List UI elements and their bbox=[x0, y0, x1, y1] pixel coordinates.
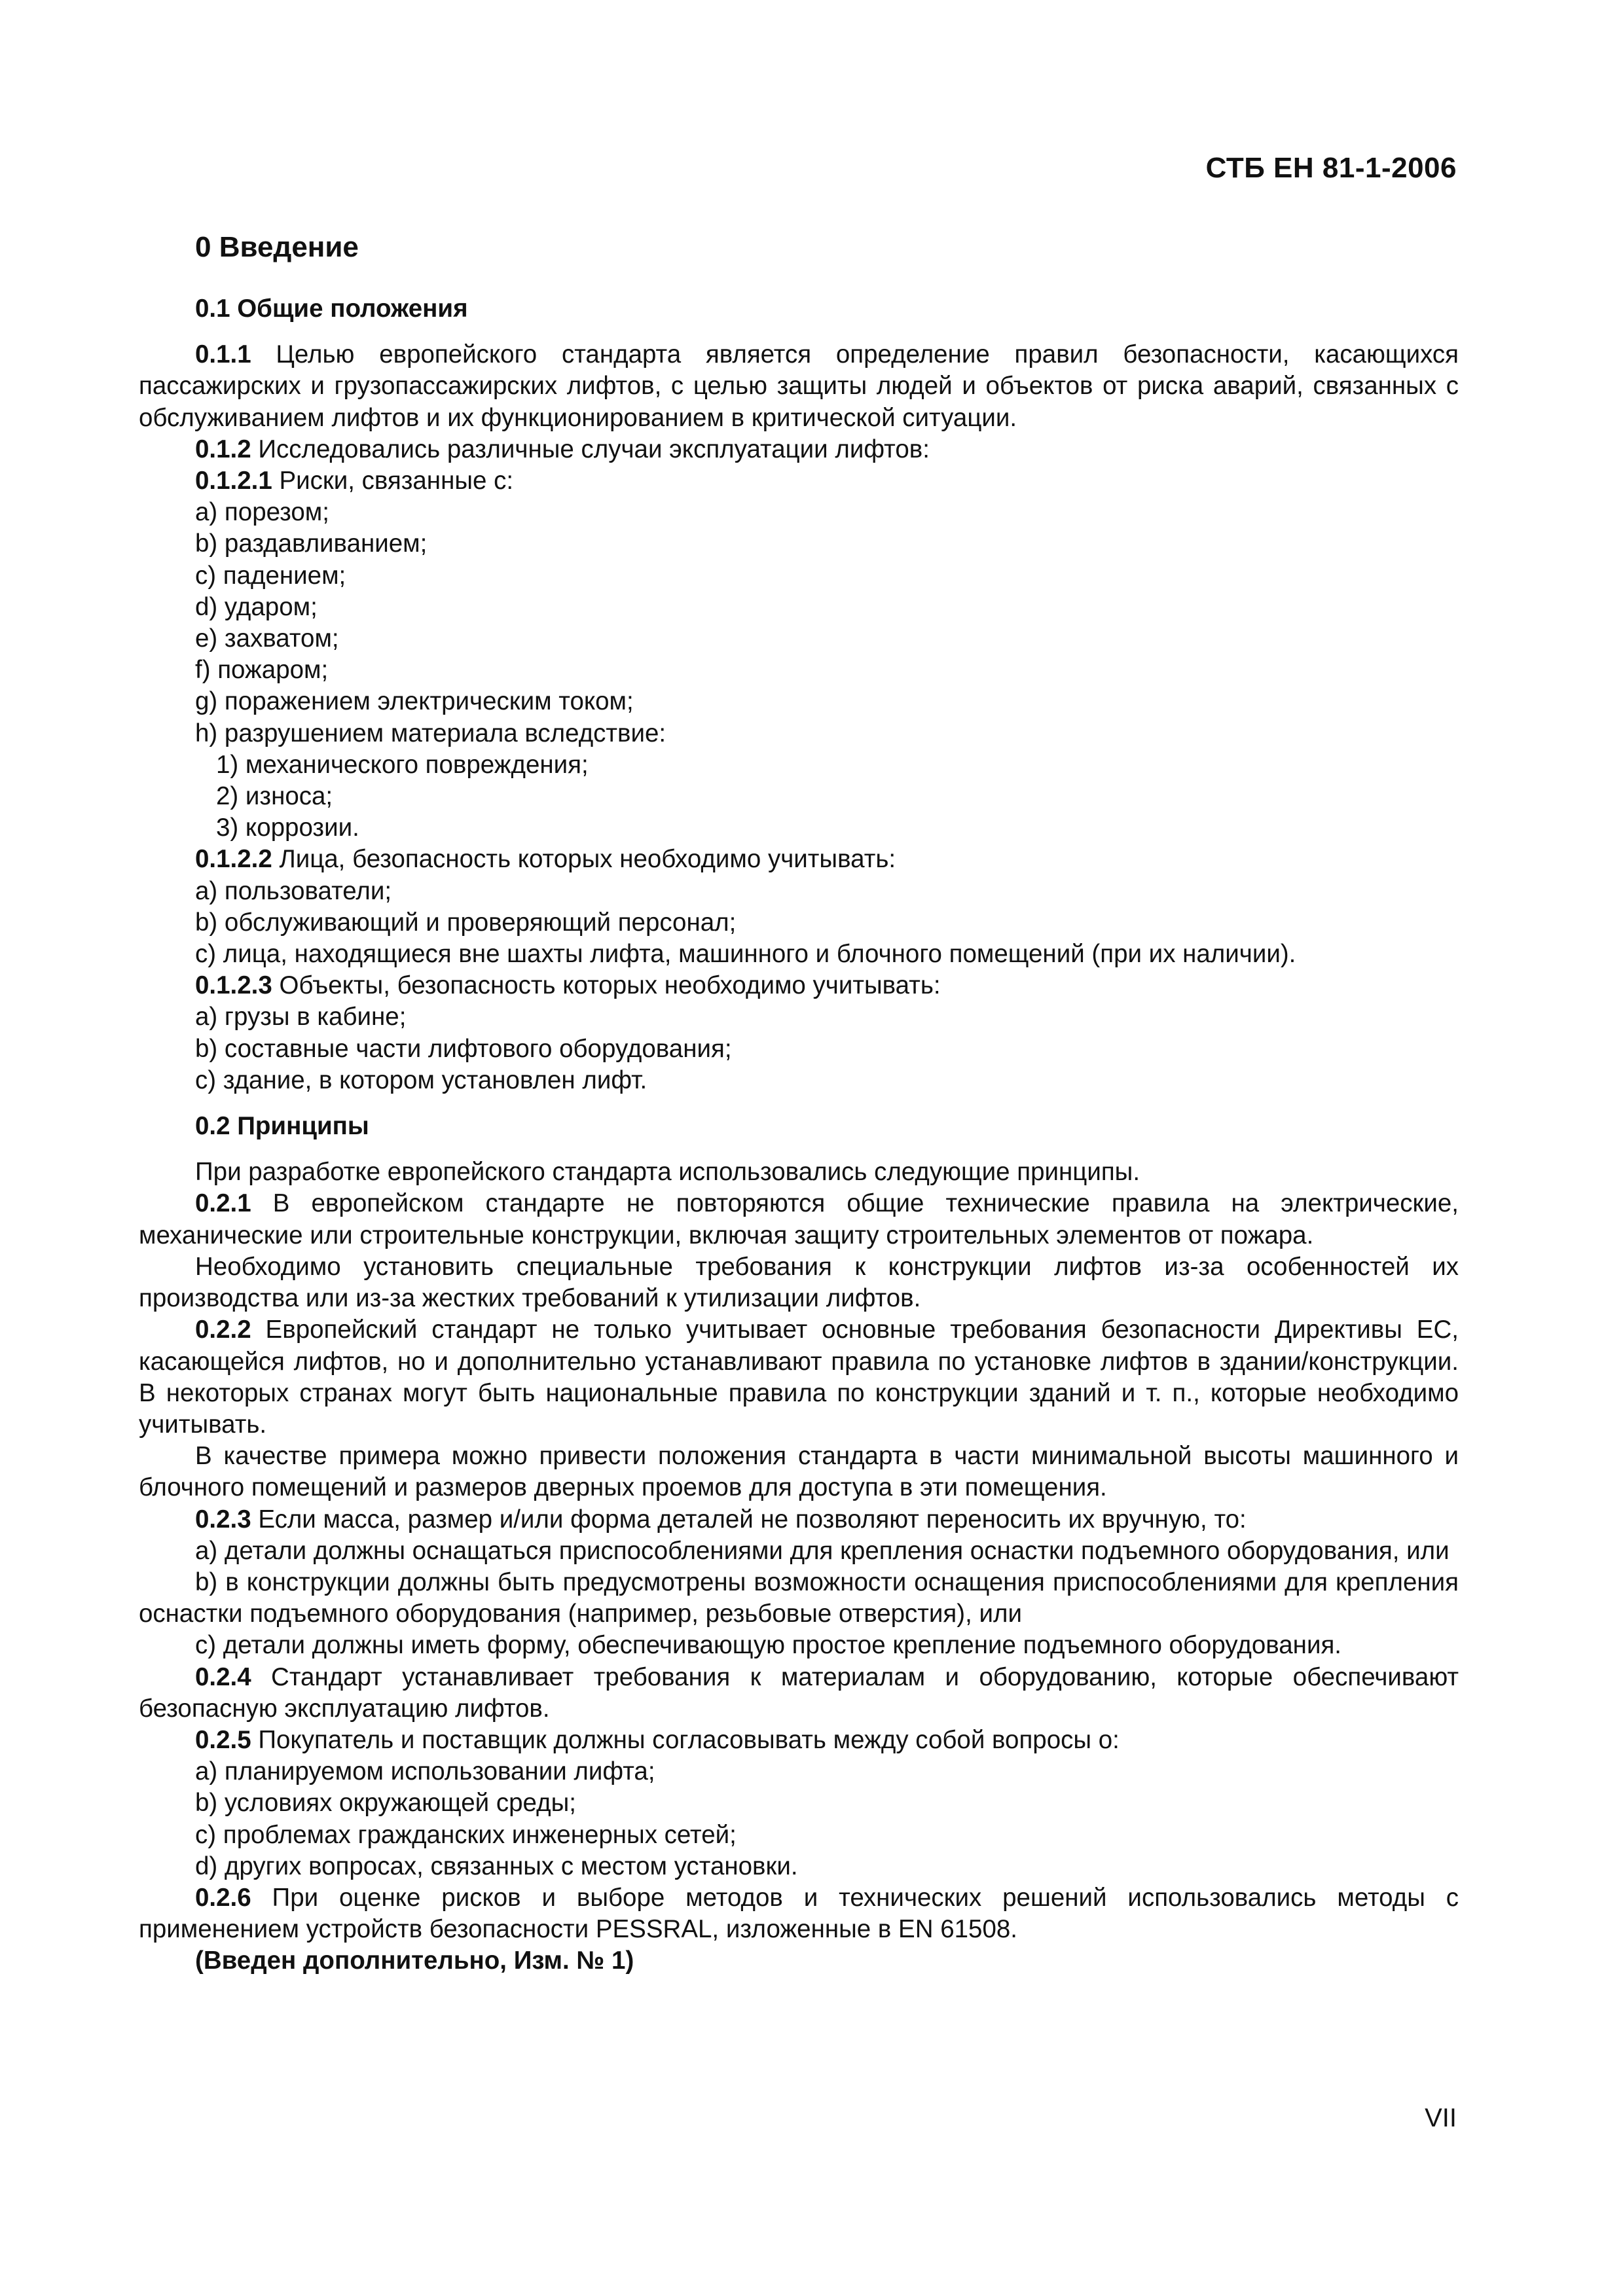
section-0-2-heading: 0.2 Принципы bbox=[195, 1112, 369, 1141]
clause-text: Исследовались различные случаи эксплуатации лифтов: bbox=[251, 435, 930, 463]
clause-text: Объекты, безопасность которых необходимо учитывать: bbox=[272, 971, 941, 1000]
paragraph-0-1-2-3 bbox=[139, 970, 1459, 1001]
clause-number: 0.1.1 bbox=[195, 340, 251, 369]
list-item: с) падением; bbox=[195, 561, 346, 590]
paragraph-0-2-1 bbox=[139, 1188, 1459, 1251]
clause-number: 0.2.6 bbox=[195, 1883, 251, 1912]
clause-text: Покупатель и поставщик должны согласовывать между собой вопросы о: bbox=[251, 1725, 1120, 1754]
list-item: с) детали должны иметь форму, обеспечивающую простое крепление подъемного оборудования. bbox=[195, 1631, 1341, 1660]
list-item: b) в конструкции должны быть предусмотрены возможности оснащения приспособлениями для крепления оснастки подъемного оборудования (например, резьбовые отверстия), или bbox=[139, 1568, 1459, 1628]
list-item: е) захватом; bbox=[195, 624, 339, 653]
sub-list-item: 1) механического повреждения; bbox=[216, 750, 589, 779]
clause-text: Европейский стандарт не только учитывает основные требования безопасности Директивы ЕС, касающейся лифтов, но и дополнительно устанавливают правила по установке лифтов в здании/конструкции. В некоторых странах могут быть национальные правила по конструкции зданий и т. п., которые необходимо учитывать. bbox=[139, 1316, 1459, 1439]
paragraph-0-2-3 bbox=[139, 1504, 1459, 1535]
clause-text: Стандарт устанавливает требования к материалам и оборудованию, которые обеспечивают безопасную эксплуатацию лифтов. bbox=[139, 1662, 1459, 1723]
clause-number: 0.2.2 bbox=[195, 1316, 251, 1344]
document-body bbox=[139, 230, 1459, 1977]
list-item: а) планируемом использовании лифта; bbox=[195, 1757, 655, 1786]
clause-number: 0.2.1 bbox=[195, 1189, 251, 1218]
clause-number: 0.1.2.2 bbox=[195, 845, 272, 874]
clause-text: Если масса, размер и/или форма деталей не позволяют переносить их вручную, то: bbox=[251, 1505, 1247, 1534]
paragraph-0-1-2 bbox=[139, 434, 1459, 465]
paragraph-0-2-4 bbox=[139, 1662, 1459, 1725]
clause-number: 0.1.2.3 bbox=[195, 971, 272, 1000]
list-item: а) пользователи; bbox=[195, 876, 392, 905]
sub-list-item: 3) коррозии. bbox=[216, 814, 359, 842]
clause-text: В европейском стандарте не повторяются общие технические правила на электрические, механические или строительные конструкции, включая защиту строительных элементов от пожара. bbox=[139, 1189, 1459, 1249]
list-item: а) порезом; bbox=[195, 498, 329, 527]
list-item: с) здание, в котором установлен лифт. bbox=[195, 1066, 647, 1094]
clause-text: При оценке рисков и выборе методов и технических решений использовались методы с применением устройств безопасности PESSRAL, изложенные в EN 61508. bbox=[139, 1883, 1459, 1944]
list-item: а) грузы в кабине; bbox=[195, 1003, 407, 1031]
list-item: b) условиях окружающей среды; bbox=[195, 1789, 576, 1818]
clause-number: 0.2.4 bbox=[195, 1662, 251, 1691]
paragraph-0-1-2-2 bbox=[139, 844, 1459, 875]
paragraph-0-2-6 bbox=[139, 1882, 1459, 1945]
clause-number: 0.2.3 bbox=[195, 1505, 251, 1534]
paragraph-0-1-1 bbox=[139, 339, 1459, 434]
list-item: d) других вопросах, связанных с местом установки. bbox=[195, 1852, 798, 1880]
clause-number: 0.2.5 bbox=[195, 1725, 251, 1754]
document-code: СТБ ЕН 81-1-2006 bbox=[1205, 152, 1457, 184]
clause-number: 0.1.2 bbox=[195, 435, 251, 463]
clause-text: Лица, безопасность которых необходимо учитывать: bbox=[272, 845, 896, 874]
paragraph-0-2-2-continued: В качестве примера можно привести положения стандарта в части минимальной высоты машинного и блочного помещений и размеров дверных проемов для доступа в эти помещения. bbox=[139, 1442, 1459, 1502]
list-item: d) ударом; bbox=[195, 592, 318, 621]
amendment-note: (Введен дополнительно, Изм. № 1) bbox=[195, 1946, 634, 1975]
list-item: с) проблемах гражданских инженерных сетей; bbox=[195, 1820, 737, 1849]
page-number: VII bbox=[1425, 2104, 1457, 2132]
clause-text: Целью европейского стандарта является определение правил безопасности, касающихся пассажирских и грузопассажирских лифтов, с целью защиты людей и объектов от риска аварий, связанных с обслуживанием лифтов и их функционированием в критической ситуации. bbox=[139, 340, 1459, 432]
paragraph-0-2-2 bbox=[139, 1314, 1459, 1441]
list-item: b) составные части лифтового оборудования; bbox=[195, 1034, 732, 1063]
list-item: b) обслуживающий и проверяющий персонал; bbox=[195, 908, 737, 937]
list-item: g) поражением электрическим током; bbox=[195, 687, 634, 716]
list-item: а) детали должны оснащаться приспособлениями для крепления оснастки подъемного оборудования, или bbox=[195, 1536, 1450, 1565]
list-item: с) лица, находящиеся вне шахты лифта, машинного и блочного помещений (при их наличии). bbox=[195, 940, 1296, 969]
paragraph-0-2-1-continued: Необходимо установить специальные требования к конструкции лифтов из-за особенностей их производства или из-за жестких требований к утилизации лифтов. bbox=[139, 1252, 1459, 1313]
section-0-1-heading: 0.1 Общие положения bbox=[195, 295, 468, 323]
paragraph-0-1-2-1 bbox=[139, 465, 1459, 497]
sub-list-item: 2) износа; bbox=[216, 782, 333, 811]
list-item: h) разрушением материала вследствие: bbox=[195, 719, 666, 747]
list-item: f) пожаром; bbox=[195, 656, 329, 685]
list-item: b) раздавливанием; bbox=[195, 529, 428, 558]
clause-text: Риски, связанные с: bbox=[272, 467, 514, 495]
clause-number: 0.1.2.1 bbox=[195, 467, 272, 495]
paragraph-0-2-5 bbox=[139, 1725, 1459, 1756]
intro-heading: 0 Введение bbox=[195, 231, 359, 263]
section-0-2-intro: При разработке европейского стандарта использовались следующие принципы. bbox=[195, 1158, 1140, 1187]
